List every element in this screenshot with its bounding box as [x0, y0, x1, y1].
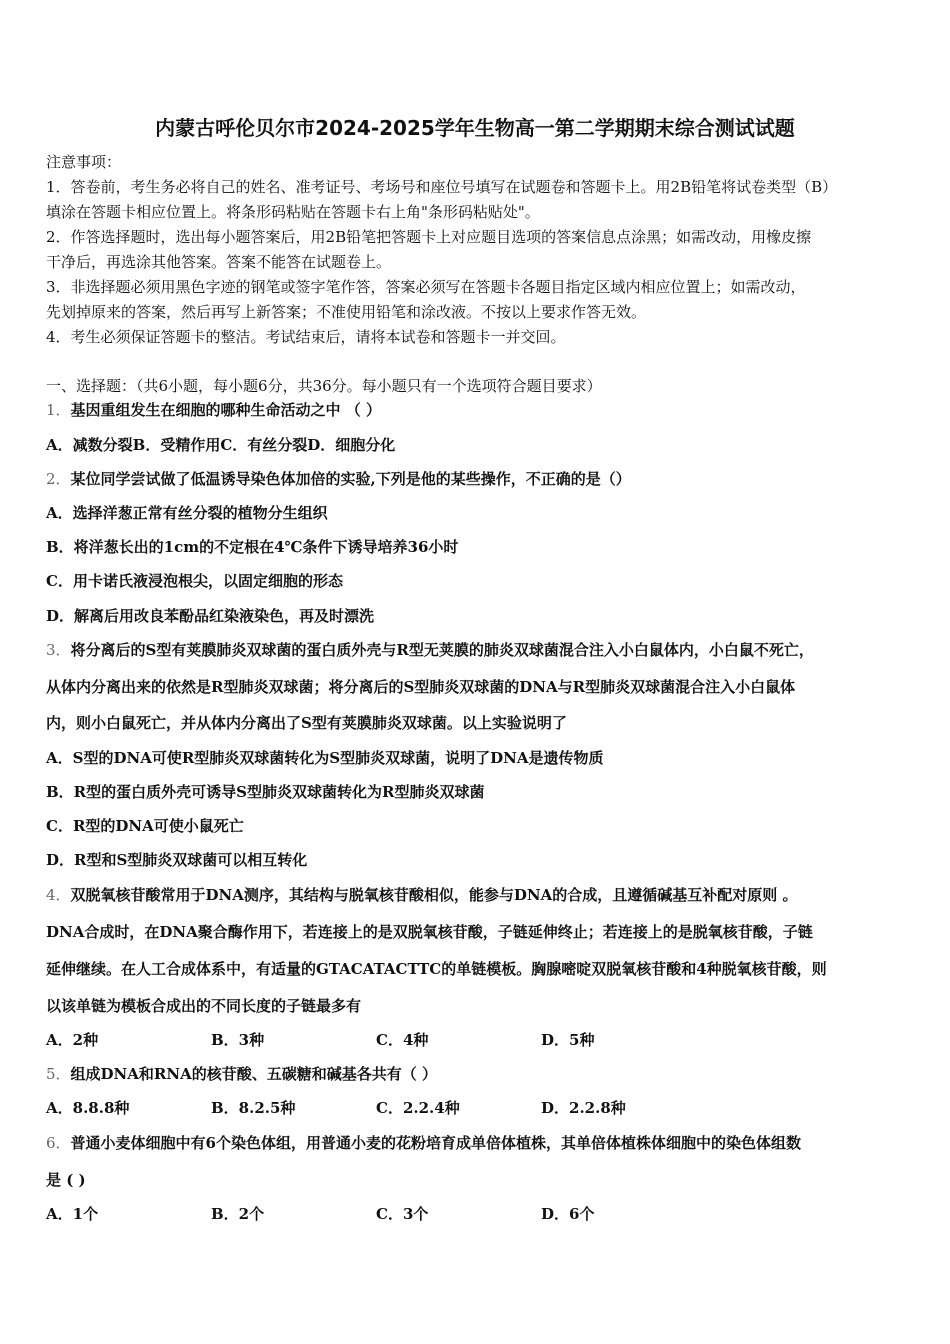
question-number: 1．	[46, 401, 71, 419]
question-6-stem-line: 是 ( )	[46, 1171, 86, 1189]
question-4-stem-line: 以该单链为模板合成出的不同长度的子链最多有	[46, 997, 362, 1015]
option-b: B．3种	[211, 1031, 265, 1049]
option-d: D．5种	[541, 1031, 595, 1049]
question-5-stem: 5．组成DNA和RNA的核苷酸、五碳糖和碱基各共有（ ）	[46, 1065, 437, 1083]
option-d: D．6个	[541, 1205, 595, 1223]
option-b: B．8.2.5种	[211, 1099, 296, 1117]
option-a: A．1个	[46, 1205, 99, 1223]
question-2-stem: 2．某位同学尝试做了低温诱导染色体加倍的实验,下列是他的某些操作，不正确的是（）	[46, 470, 631, 488]
question-3-stem-line: 内，则小白鼠死亡，并从体内分离出了S型有荚膜肺炎双球菌。以上实验说明了	[46, 714, 567, 732]
option-a: A．2种	[46, 1031, 99, 1049]
question-4-stem: 4．双脱氧核苷酸常用于DNA测序，其结构与脱氧核苷酸相似，能参与DNA的合成，且遵循碱基互补配对原则 。	[46, 886, 798, 904]
notice-line: 4．考生必须保证答题卡的整洁。考试结束后，请将本试卷和答题卡一并交回。	[46, 328, 566, 346]
option-b: B．2个	[211, 1205, 265, 1223]
question-3-option-d: D．R型和S型肺炎双球菌可以相互转化	[46, 851, 308, 869]
question-number: 6．	[46, 1134, 71, 1152]
question-3-option-b: B．R型的蛋白质外壳可诱导S型肺炎双球菌转化为R型肺炎双球菌	[46, 783, 485, 801]
notice-line: 干净后，再选涂其他答案。答案不能答在试题卷上。	[46, 253, 392, 271]
question-number: 4．	[46, 886, 71, 904]
question-3-option-c: C．R型的DNA可使小鼠死亡	[46, 817, 244, 835]
question-3-option-a: A．S型的DNA可使R型肺炎双球菌转化为S型肺炎双球菌，说明了DNA是遗传物质	[46, 749, 604, 767]
page-title: 内蒙古呼伦贝尔市2024-2025学年生物高一第二学期期末综合测试试题	[155, 116, 795, 140]
question-2-option-a: A．选择洋葱正常有丝分裂的植物分生组织	[46, 504, 328, 522]
question-6-options	[46, 1203, 908, 1225]
question-4-stem-line: DNA合成时，在DNA聚合酶作用下，若连接上的是双脱氧核苷酸，子链延伸终止；若连接上的是脱氧核苷酸，子链	[46, 923, 813, 941]
notice-line: 填涂在答题卡相应位置上。将条形码粘贴在答题卡右上角"条形码粘贴处"。	[46, 203, 540, 221]
question-2-option-c: C．用卡诺氏液浸泡根尖，以固定细胞的形态	[46, 572, 343, 590]
question-2-option-b: B．将洋葱长出的1cm的不定根在4℃条件下诱导培养36小时	[46, 538, 459, 556]
notice-heading: 注意事项：	[46, 153, 122, 171]
notice-line: 1．答卷前，考生务必将自己的姓名、准考证号、考场号和座位号填写在试题卷和答题卡上。用2B铅笔将试卷类型（B）	[46, 178, 838, 196]
notice-line: 3．非选择题必须用黑色字迹的钢笔或签字笔作答，答案必须写在答题卡各题目指定区域内相应位置上；如需改动，	[46, 278, 806, 296]
option-a: A．8.8.8种	[46, 1099, 130, 1117]
option-c: C．3个	[376, 1205, 429, 1223]
question-2-option-d: D．解离后用改良苯酚品红染液染色，再及时漂洗	[46, 607, 375, 625]
notice-line: 先划掉原来的答案，然后再写上新答案；不准使用铅笔和涂改液。不按以上要求作答无效。	[46, 303, 647, 321]
question-6-stem: 6．普通小麦体细胞中有6个染色体组，用普通小麦的花粉培育成单倍体植株，其单倍体植株体细胞中的染色体组数	[46, 1134, 801, 1152]
question-3-stem: 3．将分离后的S型有荚膜肺炎双球菌的蛋白质外壳与R型无荚膜的肺炎双球菌混合注入小白鼠体内，小白鼠不死亡，	[46, 641, 814, 659]
question-number: 2．	[46, 470, 71, 488]
question-4-options	[46, 1029, 908, 1051]
question-1-options: A．减数分裂B．受精作用C．有丝分裂D．细胞分化	[46, 436, 396, 454]
option-c: C．2.2.4种	[376, 1099, 460, 1117]
section-heading: 一、选择题：（共6小题，每小题6分，共36分。每小题只有一个选项符合题目要求）	[46, 377, 602, 395]
question-1-stem: 1．基因重组发生在细胞的哪种生命活动之中 （ ）	[46, 401, 381, 419]
question-number: 3．	[46, 641, 71, 659]
question-5-options	[46, 1097, 908, 1119]
question-4-stem-line: 延伸继续。在人工合成体系中，有适量的GTACATACTTC的单链模板。胸腺嘧啶双脱氧核苷酸和4种脱氧核苷酸，则	[46, 960, 827, 978]
question-3-stem-line: 从体内分离出来的依然是R型肺炎双球菌；将分离后的S型肺炎双球菌的DNA与R型肺炎双球菌混合注入小白鼠体	[46, 678, 796, 696]
option-c: C．4种	[376, 1031, 429, 1049]
option-d: D．2.2.8种	[541, 1099, 626, 1117]
question-number: 5．	[46, 1065, 71, 1083]
notice-line: 2．作答选择题时，选出每小题答案后，用2B铅笔把答题卡上对应题目选项的答案信息点涂黑；如需改动，用橡皮擦	[46, 228, 812, 246]
